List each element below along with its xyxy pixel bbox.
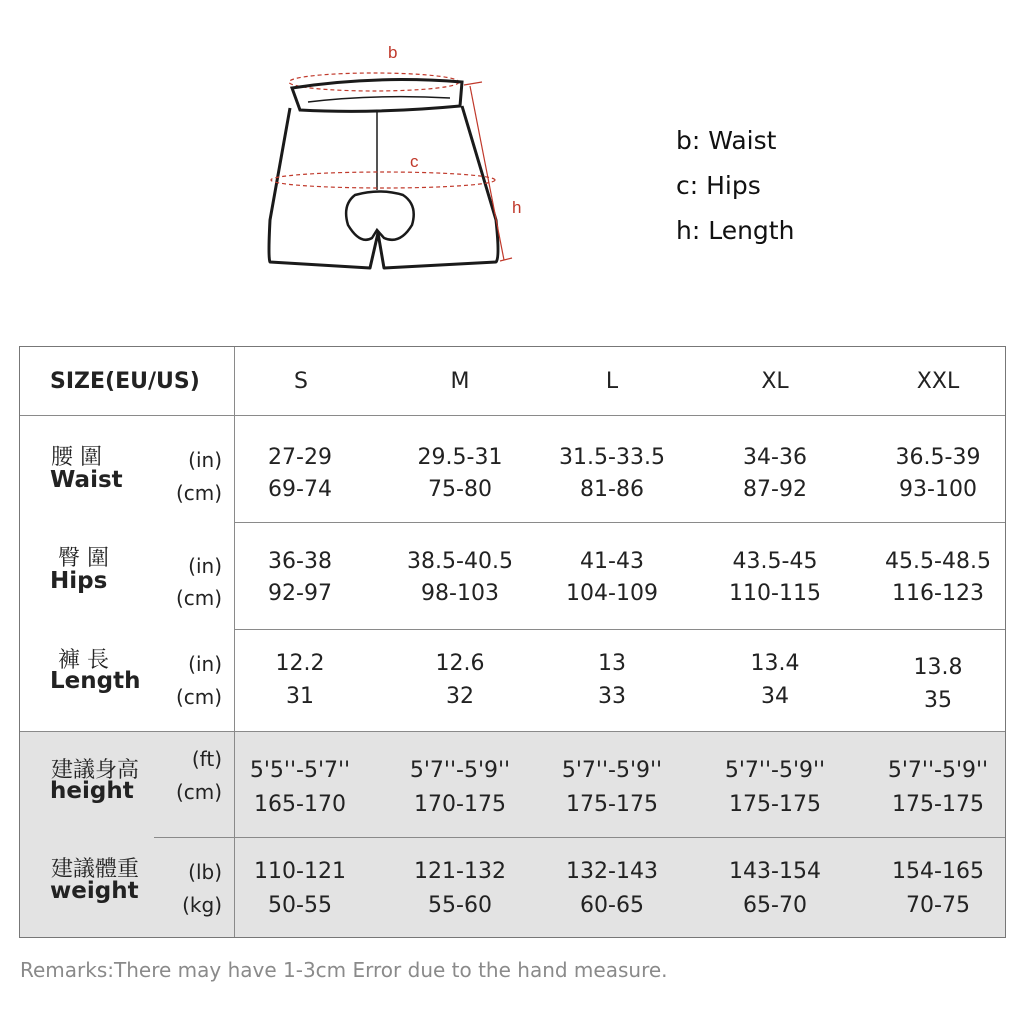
row-divider-1 [234,522,1005,523]
waist-m-cm: 75-80 [428,477,492,502]
length-m-cm: 32 [446,684,474,709]
waist-m-in: 29.5-31 [417,445,503,470]
row-waist-en: Waist [50,467,123,493]
row-length-en: Length [50,668,141,694]
weight-l-lb: 132-143 [566,859,658,884]
row-hips-zh: 臀 圍 [58,546,109,571]
waist-xl-cm: 87-92 [743,477,807,502]
length-measure-line [470,86,504,260]
waistband-inner [308,97,450,102]
waist-xxl-in: 36.5-39 [895,445,981,470]
weight-s-lb: 110-121 [254,859,346,884]
height-m-ft: 5'7''-5'9'' [409,758,511,783]
height-m-cm: 170-175 [414,792,506,817]
row-weight-zh: 建議體重 [51,857,140,882]
waist-xxl-cm: 93-100 [899,477,977,502]
row-waist-zh: 腰 圍 [51,445,102,470]
length-l-cm: 33 [598,684,626,709]
waist-s-in: 27-29 [268,445,332,470]
row-weight-en: weight [50,878,139,904]
diagram-label-h: h [512,198,522,217]
weight-xxl-lb: 154-165 [892,859,984,884]
height-s-cm: 165-170 [254,792,346,817]
hips-s-cm: 92-97 [268,581,332,606]
height-xxl-ft: 5'7''-5'9'' [887,758,989,783]
label-column-divider [234,347,235,937]
hips-m-cm: 98-103 [421,581,499,606]
length-measure-bottom [500,258,512,261]
length-xl-cm: 34 [761,684,789,709]
height-l-cm: 175-175 [566,792,658,817]
length-xxl-in: 13.8 [913,655,963,680]
row-length-zh: 褲 長 [58,648,109,673]
waist-l-cm: 81-86 [580,477,644,502]
shorts-outline [269,106,498,268]
size-header-l: L [605,369,619,394]
weight-m-lb: 121-132 [414,859,506,884]
height-xl-ft: 5'7''-5'9'' [724,758,826,783]
height-s-ft: 5'5''-5'7'' [249,758,351,783]
waist-s-cm: 69-74 [268,477,332,502]
length-m-in: 12.6 [435,651,485,676]
length-l-in: 13 [598,651,626,676]
shorts-diagram [260,30,540,280]
length-xxl-cm: 35 [924,688,952,713]
legend-length: h: Length [676,216,795,245]
length-s-cm: 31 [286,684,314,709]
weight-xxl-kg: 70-75 [906,893,970,918]
diagram-label-b: b [388,43,398,62]
hips-l-cm: 104-109 [566,581,658,606]
height-xxl-cm: 175-175 [892,792,984,817]
weight-m-kg: 55-60 [428,893,492,918]
row-length-unit1: (in) [188,652,222,676]
measurement-legend [676,118,936,253]
length-xl-in: 13.4 [750,651,800,676]
weight-xl-kg: 65-70 [743,893,807,918]
size-header-s: S [294,369,308,394]
weight-xl-lb: 143-154 [729,859,821,884]
hips-s-in: 36-38 [268,549,332,574]
hips-measure-line [271,172,495,188]
length-measure-top [464,82,482,85]
waist-measure-line [289,73,459,91]
length-s-in: 12.2 [275,651,325,676]
row-height-unit1: (ft) [191,747,222,771]
chamois-pad [346,192,414,240]
weight-s-kg: 50-55 [268,893,332,918]
size-header-label: SIZE(EU/US) [50,369,200,394]
header-divider [20,415,1005,416]
row-weight-unit1: (lb) [188,860,222,884]
hips-m-in: 38.5-40.5 [407,549,513,574]
row-waist-unit2: (cm) [176,481,223,505]
diagram-label-c: c [410,152,419,171]
size-header-m: M [450,369,470,394]
weight-l-kg: 60-65 [580,893,644,918]
row-height-en: height [50,778,134,804]
row-divider-4 [154,837,1005,838]
row-hips-en: Hips [50,568,108,594]
hips-l-in: 41-43 [580,549,644,574]
hips-xxl-cm: 116-123 [892,581,984,606]
row-height-zh: 建議身高 [51,758,140,783]
row-divider-2 [234,629,1005,630]
row-hips-unit2: (cm) [176,586,223,610]
row-length-unit2: (cm) [176,685,223,709]
row-height-unit2: (cm) [176,780,223,804]
size-header-xxl: XXL [916,369,960,394]
waist-xl-in: 34-36 [743,445,807,470]
size-header-xl: XL [761,369,789,394]
hips-xxl-in: 45.5-48.5 [885,549,991,574]
legend-waist: b: Waist [676,126,777,155]
hips-xl-cm: 110-115 [729,581,821,606]
waistband-outline [292,80,462,112]
row-divider-3 [20,731,1005,732]
row-hips-unit1: (in) [188,554,222,578]
row-weight-unit2: (kg) [182,893,222,917]
height-l-ft: 5'7''-5'9'' [561,758,663,783]
hips-xl-in: 43.5-45 [732,549,818,574]
height-xl-cm: 175-175 [729,792,821,817]
waist-l-in: 31.5-33.5 [559,445,665,470]
size-chart-table [19,346,1006,938]
remarks-note: Remarks:There may have 1-3cm Error due to the hand measure. [20,958,668,982]
legend-hips: c: Hips [676,171,761,200]
row-waist-unit1: (in) [188,448,222,472]
